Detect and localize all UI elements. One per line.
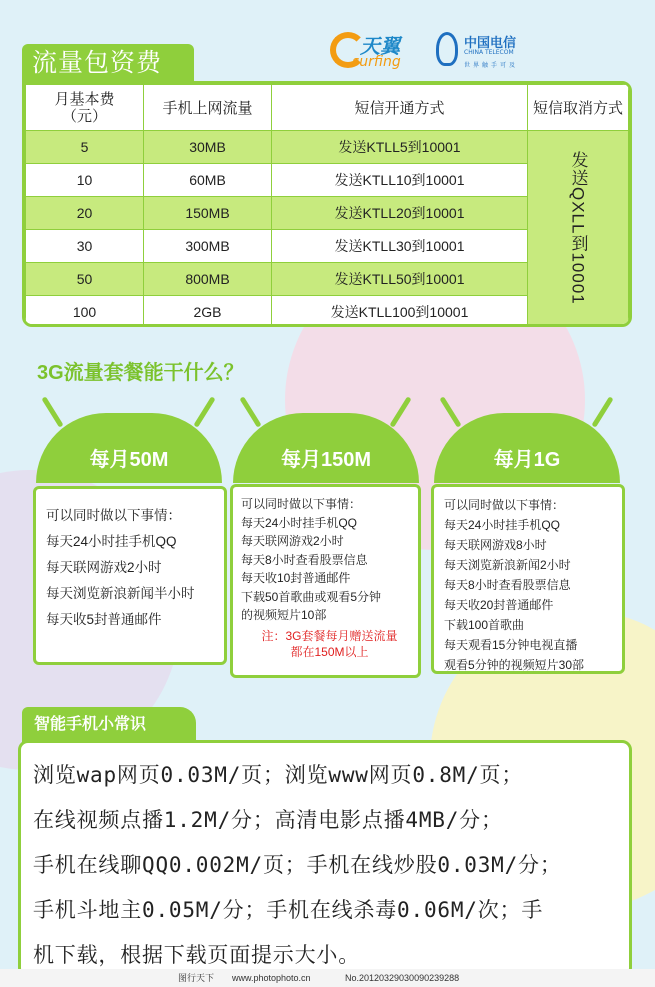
tips-line: 手机在线聊QQ0.002M/页；手机在线炒股0.03M/分； xyxy=(33,853,562,877)
fee-cell: 5 xyxy=(26,131,144,164)
list-item: 下载50首歌曲或观看5分钟 xyxy=(241,589,382,604)
cancel-method-cell xyxy=(528,131,629,328)
list-item: 的视频短片10部 xyxy=(241,608,327,622)
list-item: 每天浏览新浪新闻半小时 xyxy=(46,586,195,601)
data-cell: 2GB xyxy=(144,296,272,328)
data-cell: 150MB xyxy=(144,197,272,230)
data-cell: 300MB xyxy=(144,230,272,263)
tips-line: 手机斗地主0.05M/分；手机在线杀毒0.06M/次；手 xyxy=(33,898,544,922)
fee-table xyxy=(22,81,632,327)
data-cell: 800MB xyxy=(144,263,272,296)
android-antenna-right xyxy=(389,396,411,427)
tianyi-logo-text: 天翼 xyxy=(360,34,400,58)
open-method-cell: 发送KTLL5到10001 xyxy=(272,131,528,164)
g3-section-title: 3G流量套餐能干什么？ xyxy=(37,362,244,384)
tips-line: 机下载，根据下载页面提示大小。 xyxy=(33,943,360,967)
plan-details-50m xyxy=(33,486,227,665)
plan-intro: 可以同时做以下事情： xyxy=(46,508,181,523)
plan-label: 每月150M xyxy=(280,449,372,471)
list-item: 观看5分钟的视频短片30部 xyxy=(444,658,585,672)
footer-site: 图行天下 xyxy=(178,973,215,983)
fee-cell: 100 xyxy=(26,296,144,328)
list-item: 每天24小时挂手机QQ xyxy=(46,534,177,549)
watermark-footer xyxy=(0,969,655,987)
android-antenna-left xyxy=(439,396,461,427)
tips-line: 浏览wap网页0.03M/页；浏览www网页0.8M/页； xyxy=(33,763,524,787)
list-item: 每天观看15分钟电视直播 xyxy=(444,638,578,652)
list-item: 每天联网游戏8小时 xyxy=(444,538,547,552)
table-header-open: 短信开通方式 xyxy=(272,85,528,131)
android-antenna-left xyxy=(239,396,261,427)
plan-card-50m xyxy=(32,395,227,695)
plan-details-150m xyxy=(230,484,421,678)
section-tab-fees: 流量包资费 xyxy=(22,44,194,82)
tianyi-logo-subtext: surfing xyxy=(352,54,401,70)
list-item: 每天24小时挂手机QQ xyxy=(241,515,358,530)
fee-cell: 50 xyxy=(26,263,144,296)
list-item: 每天联网游戏2小时 xyxy=(46,560,162,575)
android-antenna-left xyxy=(41,396,63,427)
open-method-cell: 发送KTLL20到10001 xyxy=(272,197,528,230)
cancel-method-text: 发送QXLL到10001 xyxy=(568,151,588,305)
plan-details-1g xyxy=(431,484,625,674)
plan-note: 注：3G套餐每月赠送流量 xyxy=(261,628,398,643)
list-item: 下载100首歌曲 xyxy=(444,618,525,632)
fee-cell: 10 xyxy=(26,164,144,197)
china-telecom-slogan: 世界触手可及 xyxy=(464,62,519,69)
table-header-data: 手机上网流量 xyxy=(144,85,272,131)
footer-number: No.20120329030090239288 xyxy=(345,973,460,983)
android-antenna-right xyxy=(591,396,613,427)
list-item: 每天收20封普通邮件 xyxy=(444,598,554,612)
plan-label: 每月1G xyxy=(493,449,561,471)
list-item: 每天24小时挂手机QQ xyxy=(444,518,561,532)
data-cell: 30MB xyxy=(144,131,272,164)
open-method-cell: 发送KTLL10到10001 xyxy=(272,164,528,197)
list-item: 每天8小时查看股票信息 xyxy=(241,552,368,567)
list-item: 每天收10封普通邮件 xyxy=(241,571,351,585)
plan-intro: 可以同时做以下事情： xyxy=(241,497,362,511)
table-row xyxy=(26,131,629,164)
tips-section-tab: 智能手机小常识 xyxy=(22,707,196,743)
data-cell: 60MB xyxy=(144,164,272,197)
plan-note: 都在150M以上 xyxy=(290,644,369,659)
tips-line: 在线视频点播1.2M/分；高清电影点播4MB/分； xyxy=(33,808,503,832)
android-antenna-right xyxy=(193,396,215,427)
list-item: 每天收5封普通邮件 xyxy=(46,612,162,627)
fee-cell: 20 xyxy=(26,197,144,230)
list-item: 每天联网游戏2小时 xyxy=(241,534,344,548)
open-method-cell: 发送KTLL100到10001 xyxy=(272,296,528,328)
plan-intro: 可以同时做以下事情： xyxy=(444,498,565,512)
open-method-cell: 发送KTLL50到10001 xyxy=(272,263,528,296)
china-telecom-name: 中国电信 xyxy=(464,36,517,51)
list-item: 每天浏览新浪新闻2小时 xyxy=(444,558,571,572)
list-item: 每天8小时查看股票信息 xyxy=(444,578,571,592)
brand-logos xyxy=(330,30,530,75)
table-header-cancel: 短信取消方式 xyxy=(528,85,629,131)
fee-cell: 30 xyxy=(26,230,144,263)
plan-card-1g xyxy=(430,395,625,695)
table-header-fee: 月基本费 （元） xyxy=(26,85,144,131)
open-method-cell: 发送KTLL30到10001 xyxy=(272,230,528,263)
plan-card-150m xyxy=(230,395,422,695)
china-telecom-logo-icon xyxy=(436,32,458,66)
plan-label: 每月50M xyxy=(89,449,169,471)
china-telecom-english: CHINA TELECOM xyxy=(464,49,514,56)
tips-box xyxy=(18,740,632,978)
footer-url: www.photophoto.cn xyxy=(232,973,311,983)
